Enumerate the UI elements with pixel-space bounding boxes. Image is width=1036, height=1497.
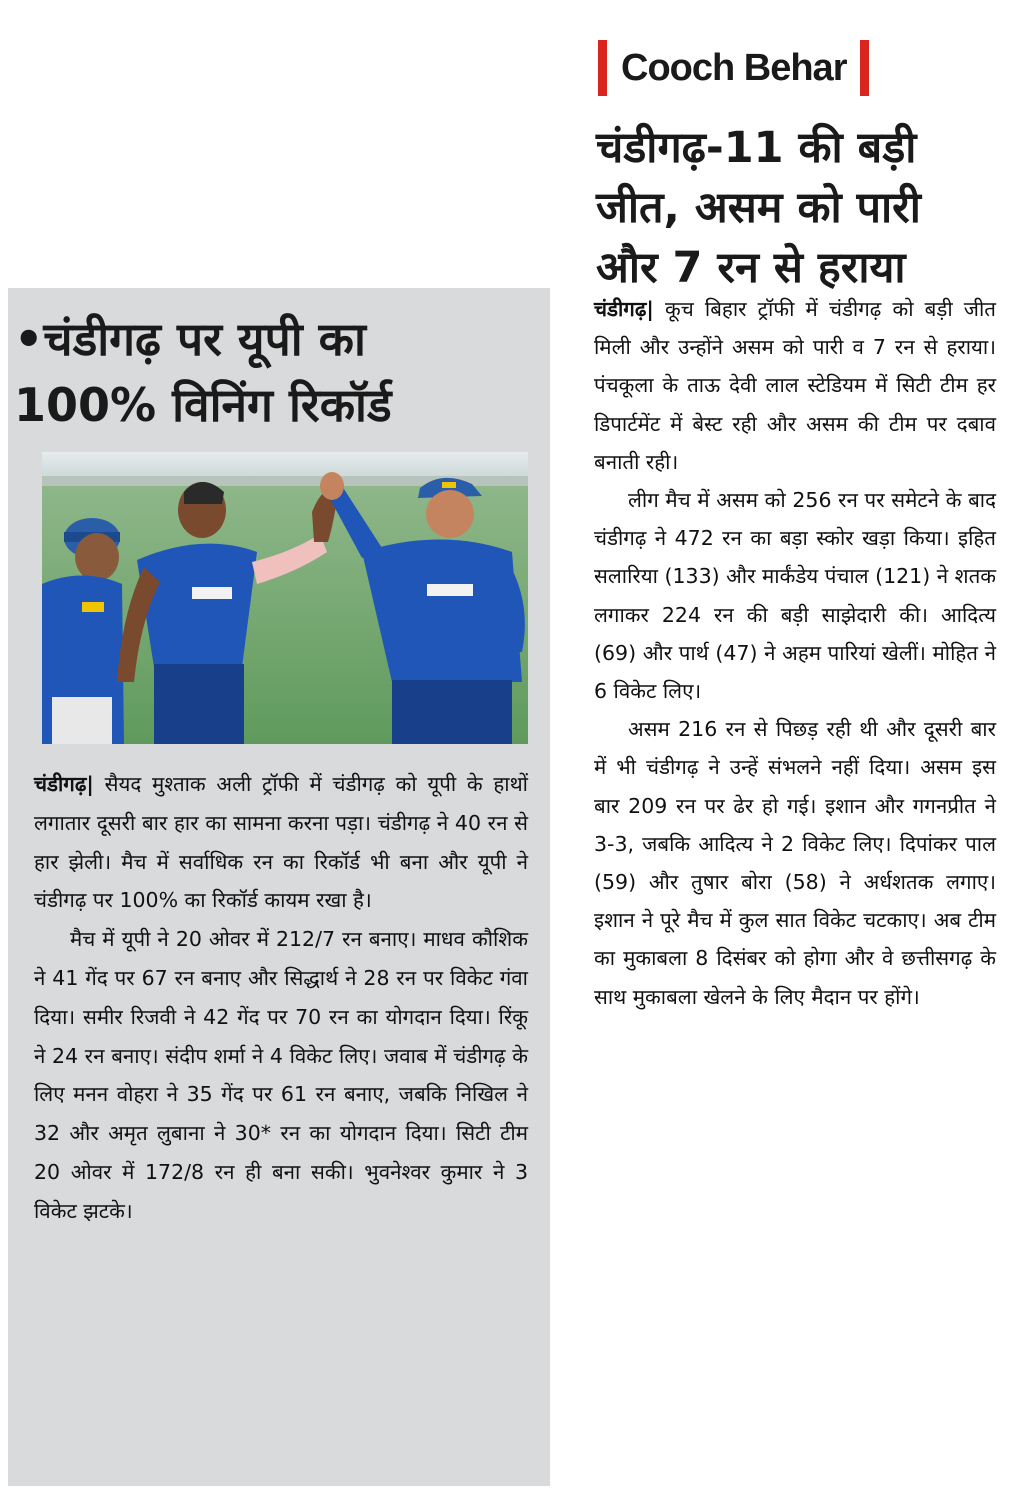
bullet-icon: •	[14, 312, 44, 366]
left-story-body	[34, 765, 528, 1231]
right-paragraph-2: लीग मैच में असम को 256 रन पर समेटने के बाद चंडीगढ़ ने 472 रन का बड़ा स्कोर खड़ा किया। इहित सलारिया (133) और मार्कंडेय पंचाल (121) ने शतक लगाकर 224 रन की बड़ी साझेदारी की। आदित्य (69) और पार्थ (47) ने अहम पारियां खेलीं। मोहित ने 6 विकेट लिए।	[594, 488, 996, 704]
right-headline-line-3: और 7 रन से हराया	[596, 243, 906, 293]
right-dateline: चंडीगढ़|	[594, 297, 654, 321]
left-headline-line-2: 100% विनिंग रिकॉर्ड	[14, 378, 392, 432]
section-tag-right-bar	[860, 40, 869, 96]
left-story-headline	[14, 306, 534, 438]
right-paragraph-1-text: कूच बिहार ट्रॉफी में चंडीगढ़ को बड़ी जीत मिली और उन्होंने असम को पारी व 7 रन से हराया। पंचकूला के ताऊ देवी लाल स्टेडियम में सिटी टीम हर डिपार्टमेंट में बेस्ट रही और असम की टीम पर दबाव बनाती रही।	[594, 297, 996, 474]
left-headline-line-1-text: चंडीगढ़ पर यूपी का	[43, 312, 366, 366]
section-tag-left-bar	[598, 40, 607, 96]
cricket-players-image	[42, 452, 528, 744]
right-headline-line-2: जीत, असम को पारी	[596, 183, 921, 233]
section-tag-label: Cooch Behar	[621, 46, 847, 89]
left-paragraph-1	[34, 765, 528, 920]
section-tag	[598, 40, 869, 96]
right-story-headline	[596, 118, 1016, 298]
right-headline-line-1: चंडीगढ़-11 की बड़ी	[596, 123, 917, 173]
right-paragraph-3: असम 216 रन से पिछड़ रही थी और दूसरी बार में भी चंडीगढ़ ने उन्हें संभलने नहीं दिया। असम इस बार 209 रन पर ढेर हो गई। इशान और गगनप्रीत ने 3-3, जबकि आदित्य ने 2 विकेट लिए। दिपांकर पाल (59) और तुषार बोरा (58) ने अर्धशतक लगाए। इशान ने पूरे मैच में कुल सात विकेट चटकाए। अब टीम का मुकाबला 8 दिसंबर को होगा और वे छत्तीसगढ़ के साथ मुकाबला खेलने के लिए मैदान पर होंगे।	[594, 717, 996, 1009]
left-headline-line-1	[14, 306, 534, 372]
cricket-photo	[42, 452, 528, 744]
left-dateline: चंडीगढ़|	[34, 772, 94, 796]
right-story-body	[594, 290, 996, 1016]
left-paragraph-2: मैच में यूपी ने 20 ओवर में 212/7 रन बनाए। माधव कौशिक ने 41 गेंद पर 67 रन बनाए और सिद्धार्थ ने 28 रन पर विकेट गंवा दिया। समीर रिजवी ने 42 गेंद पर 70 रन का योगदान दिया। रिंकू ने 24 रन बनाए। संदीप शर्मा ने 4 विकेट लिए। जवाब में चंडीगढ़ के लिए मनन वोहरा ने 35 गेंद पर 61 रन बनाए, जबकि निखिल ने 32 और अमृत लुबाना ने 30* रन का योगदान दिया। सिटी टीम 20 ओवर में 172/8 रन ही बना सकी। भुवनेश्वर कुमार ने 3 विकेट झटके।	[34, 927, 528, 1223]
right-paragraph-1	[594, 290, 996, 481]
left-paragraph-1-text: सैयद मुश्ताक अली ट्रॉफी में चंडीगढ़ को यूपी के हाथों लगातार दूसरी बार हार का सामना करना पड़ा। चंडीगढ़ ने 40 रन से हार झेली। मैच में सर्वाधिक रन का रिकॉर्ड भी बना और यूपी ने चंडीगढ़ पर 100% का रिकॉर्ड कायम रखा है।	[34, 772, 528, 913]
